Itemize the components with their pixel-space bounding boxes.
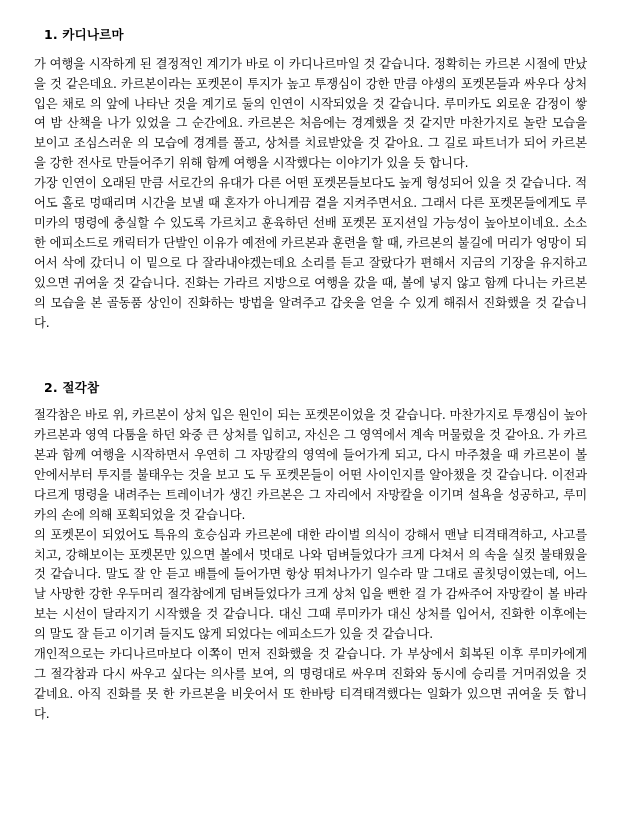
section-1 bbox=[34, 26, 587, 333]
section-2-paragraph-1: 절각참은 바로 위, 카르본이 상처 입은 원인이 되는 포켓몬이었을 것 같습니다. 마찬가지로 투쟁심이 높아 카르본과 영역 다툼을 하던 와중 큰 상처를 입히고, 자신은 그 영역에서 계속 머물렀을 것 같아요. 가 카르본과 함께 여행을 시작하면서 우연히 그 자망칼의 영역에 들어가게 되고, 다시 마주쳤을 때 카르본이 볼 안에서부터 투지를 불태우는 것을 보고 도 두 포켓몬들이 어떤 사이인지를 알아챘을 것 같습니다. 이전과 다르게 명령을 내려주는 트레이너가 생긴 카르본은 그 자리에서 자망칼을 이기며 설욕을 성공하고, 루미카의 손에 의해 포획되었을 것 같습니다. bbox=[34, 408, 587, 522]
section-1-paragraph-1: 가 여행을 시작하게 된 결정적인 계기가 바로 이 카디나르마일 것 같습니다. 정확히는 카르본 시절에 만났을 것 같은데요. 카르본이라는 포켓몬이 투지가 높고 투쟁심이 강한 만큼 야생의 포켓몬들과 싸우다 상처 입은 채로 의 앞에 나타난 것을 계기로 둘의 인연이 시작되었을 것 같습니다. 루미카도 외로운 감정이 쌓여 밤 산책을 나가 있었을 그 순간에요. 카르본은 처음에는 경계했을 것 같지만 마찬가지로 놀란 모습을 보이고 조심스러운 의 모습에 경계를 풀고, 상처를 치료받았을 것 같아요. 그 길로 파트너가 되어 카르본을 강한 전사로 만들어주기 위해 함께 여행을 시작했다는 이야기가 있을 듯 합니다. bbox=[34, 56, 587, 171]
section-2-paragraph-3: 개인적으로는 카디나르마보다 이쪽이 먼저 진화했을 것 같습니다. 가 부상에서 회복된 이후 루미카에게 그 절각참과 다시 싸우고 싶다는 의사를 보여, 의 명령대로 싸우며 진화와 동시에 승리를 거머쥐었을 것 같네요. 아직 진화를 못 한 카르본을 비웃어서 또 한바탕 티격태격했다는 일화가 있으면 귀여울 듯 합니다. bbox=[34, 647, 587, 721]
section-2-paragraph-2: 의 포켓몬이 되었어도 특유의 호승심과 카르본에 대한 라이벌 의식이 강해서 맨날 티격태격하고, 사고를 치고, 강해보이는 포켓몬만 있으면 볼에서 멋대로 나와 덤벼들었다가 크게 다쳐서 의 속을 실컷 불태웠을 것 같습니다. 말도 잘 안 듣고 배틀에 들어가면 항상 뛰쳐나가기 일수라 말 그대로 골칫덩이였는데, 어느 날 사망한 강한 우두머리 절각참에게 덤벼들었다가 크게 상처 입을 뻔한 걸 가 감싸주어 자망칼이 볼 바라보는 시선이 달라지기 시작했을 것 같습니다. 대신 그때 루미카가 대신 상처를 입어서, 진화한 이후에는 의 말도 잘 듣고 이기려 들지도 않게 되었다는 에피소드가 있을 것 같습니다. bbox=[34, 527, 587, 642]
section-spacer bbox=[34, 333, 587, 379]
section-2 bbox=[34, 379, 587, 724]
section-1-paragraph-2: 가장 인연이 오래된 만큼 서로간의 유대가 다른 어떤 포켓몬들보다도 높게 형성되어 있을 것 같습니다. 적어도 홀로 멍때리며 시간을 보낼 때 혼자가 아니게끔 곁을 지켜주면서요. 그래서 다른 포켓몬들에게도 루미카의 명령에 충실할 수 있도록 가르치고 훈육하던 선배 포켓몬 포지션일 가능성이 높아보이네요. 소소한 에피소드로 캐릭터가 단발인 이유가 예전에 카르본과 훈련을 할 때, 카르본의 불길에 머리가 엉망이 되어서 삭에 갔더니 이 밑으로 다 잘라내야겠는데요 소리를 듣고 잘랐다가 편해서 지금의 기장을 유지하고 있으면 귀여울 것 같습니다. 진화는 가라르 지방으로 여행을 갔을 때, 볼에 넣지 않고 함께 다니는 카르본의 모습을 본 골동품 상인이 진화하는 방법을 알려주고 갑옷을 얻을 수 있게 해줘서 진화했을 것 같습니다. bbox=[34, 176, 587, 330]
section-1-heading: 1. 카디나르마 bbox=[44, 27, 124, 42]
section-2-heading: 2. 절각참 bbox=[44, 380, 100, 396]
